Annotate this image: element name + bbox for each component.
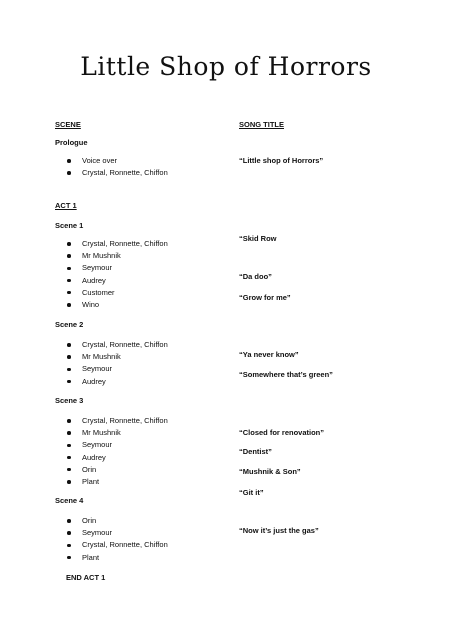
bullet-icon bbox=[67, 480, 71, 484]
cast-member: Orin bbox=[67, 515, 168, 527]
bullet-icon bbox=[67, 303, 71, 307]
bullet-icon bbox=[67, 556, 71, 560]
cast-member: Audrey bbox=[67, 275, 168, 287]
bullet-icon bbox=[67, 267, 71, 271]
cast-member: Wino bbox=[67, 299, 168, 311]
bullet-icon bbox=[67, 242, 71, 246]
bullet-icon bbox=[67, 531, 71, 535]
bullet-icon bbox=[67, 419, 71, 423]
bullet-icon bbox=[67, 544, 71, 548]
scene-column-header: SCENE bbox=[55, 120, 81, 129]
bullet-icon bbox=[67, 159, 71, 163]
cast-member: Seymour bbox=[67, 363, 168, 375]
cast-member: Crystal, Ronnette, Chiffon bbox=[67, 238, 168, 250]
bullet-icon bbox=[67, 343, 71, 347]
cast-member: Seymour bbox=[67, 262, 168, 274]
cast-member: Seymour bbox=[67, 439, 168, 451]
song-title: “Da doo” bbox=[239, 272, 272, 281]
prologue-cast-list bbox=[67, 155, 168, 179]
song-title: “Now it’s just the gas” bbox=[239, 526, 319, 535]
cast-member: Mr Mushnik bbox=[67, 351, 168, 363]
song-title: “Little shop of Horrors” bbox=[239, 156, 324, 165]
bullet-icon bbox=[67, 468, 71, 472]
scene-2-cast-list bbox=[67, 339, 168, 388]
cast-member: Crystal, Ronnette, Chiffon bbox=[67, 167, 168, 179]
bullet-icon bbox=[67, 431, 71, 435]
cast-member: Customer bbox=[67, 287, 168, 299]
scene-3-cast-list bbox=[67, 415, 168, 488]
cast-member: Crystal, Ronnette, Chiffon bbox=[67, 339, 168, 351]
bullet-icon bbox=[67, 444, 71, 448]
prologue-label: Prologue bbox=[55, 138, 88, 147]
cast-member: Audrey bbox=[67, 452, 168, 464]
scene-1-cast-list bbox=[67, 238, 168, 311]
cast-member: Orin bbox=[67, 464, 168, 476]
act-heading: ACT 1 bbox=[55, 201, 77, 210]
bullet-icon bbox=[67, 291, 71, 295]
bullet-icon bbox=[67, 380, 71, 384]
song-title: “Closed for renovation” bbox=[239, 428, 325, 437]
song-title: “Skid Row bbox=[239, 234, 277, 243]
scene-4-cast-list bbox=[67, 515, 168, 564]
cast-member: Plant bbox=[67, 552, 168, 564]
bullet-icon bbox=[67, 279, 71, 283]
bullet-icon bbox=[67, 368, 71, 372]
cast-member: Plant bbox=[67, 476, 168, 488]
song-title: “Mushnik & Son” bbox=[239, 467, 301, 476]
document-title: Little Shop of Horrors bbox=[80, 52, 372, 81]
cast-member: Mr Mushnik bbox=[67, 427, 168, 439]
end-act-label: END ACT 1 bbox=[66, 573, 106, 582]
song-title: “Dentist” bbox=[239, 447, 272, 456]
cast-member: Audrey bbox=[67, 376, 168, 388]
song-title: “Somewhere that’s green” bbox=[239, 370, 333, 379]
cast-member: Seymour bbox=[67, 527, 168, 539]
cast-member: Crystal, Ronnette, Chiffon bbox=[67, 539, 168, 551]
scene-3-label: Scene 3 bbox=[55, 396, 84, 405]
bullet-icon bbox=[67, 519, 71, 523]
cast-member: Voice over bbox=[67, 155, 168, 167]
song-title: “Git it” bbox=[239, 488, 264, 497]
bullet-icon bbox=[67, 254, 71, 258]
scene-2-label: Scene 2 bbox=[55, 320, 84, 329]
bullet-icon bbox=[67, 355, 71, 359]
song-title: “Grow for me” bbox=[239, 293, 291, 302]
song-column-header: SONG TITLE bbox=[239, 120, 284, 129]
scene-4-label: Scene 4 bbox=[55, 496, 84, 505]
cast-member: Crystal, Ronnette, Chiffon bbox=[67, 415, 168, 427]
bullet-icon bbox=[67, 456, 71, 460]
bullet-icon bbox=[67, 171, 71, 175]
song-title: “Ya never know” bbox=[239, 350, 299, 359]
cast-member: Mr Mushnik bbox=[67, 250, 168, 262]
scene-1-label: Scene 1 bbox=[55, 221, 84, 230]
